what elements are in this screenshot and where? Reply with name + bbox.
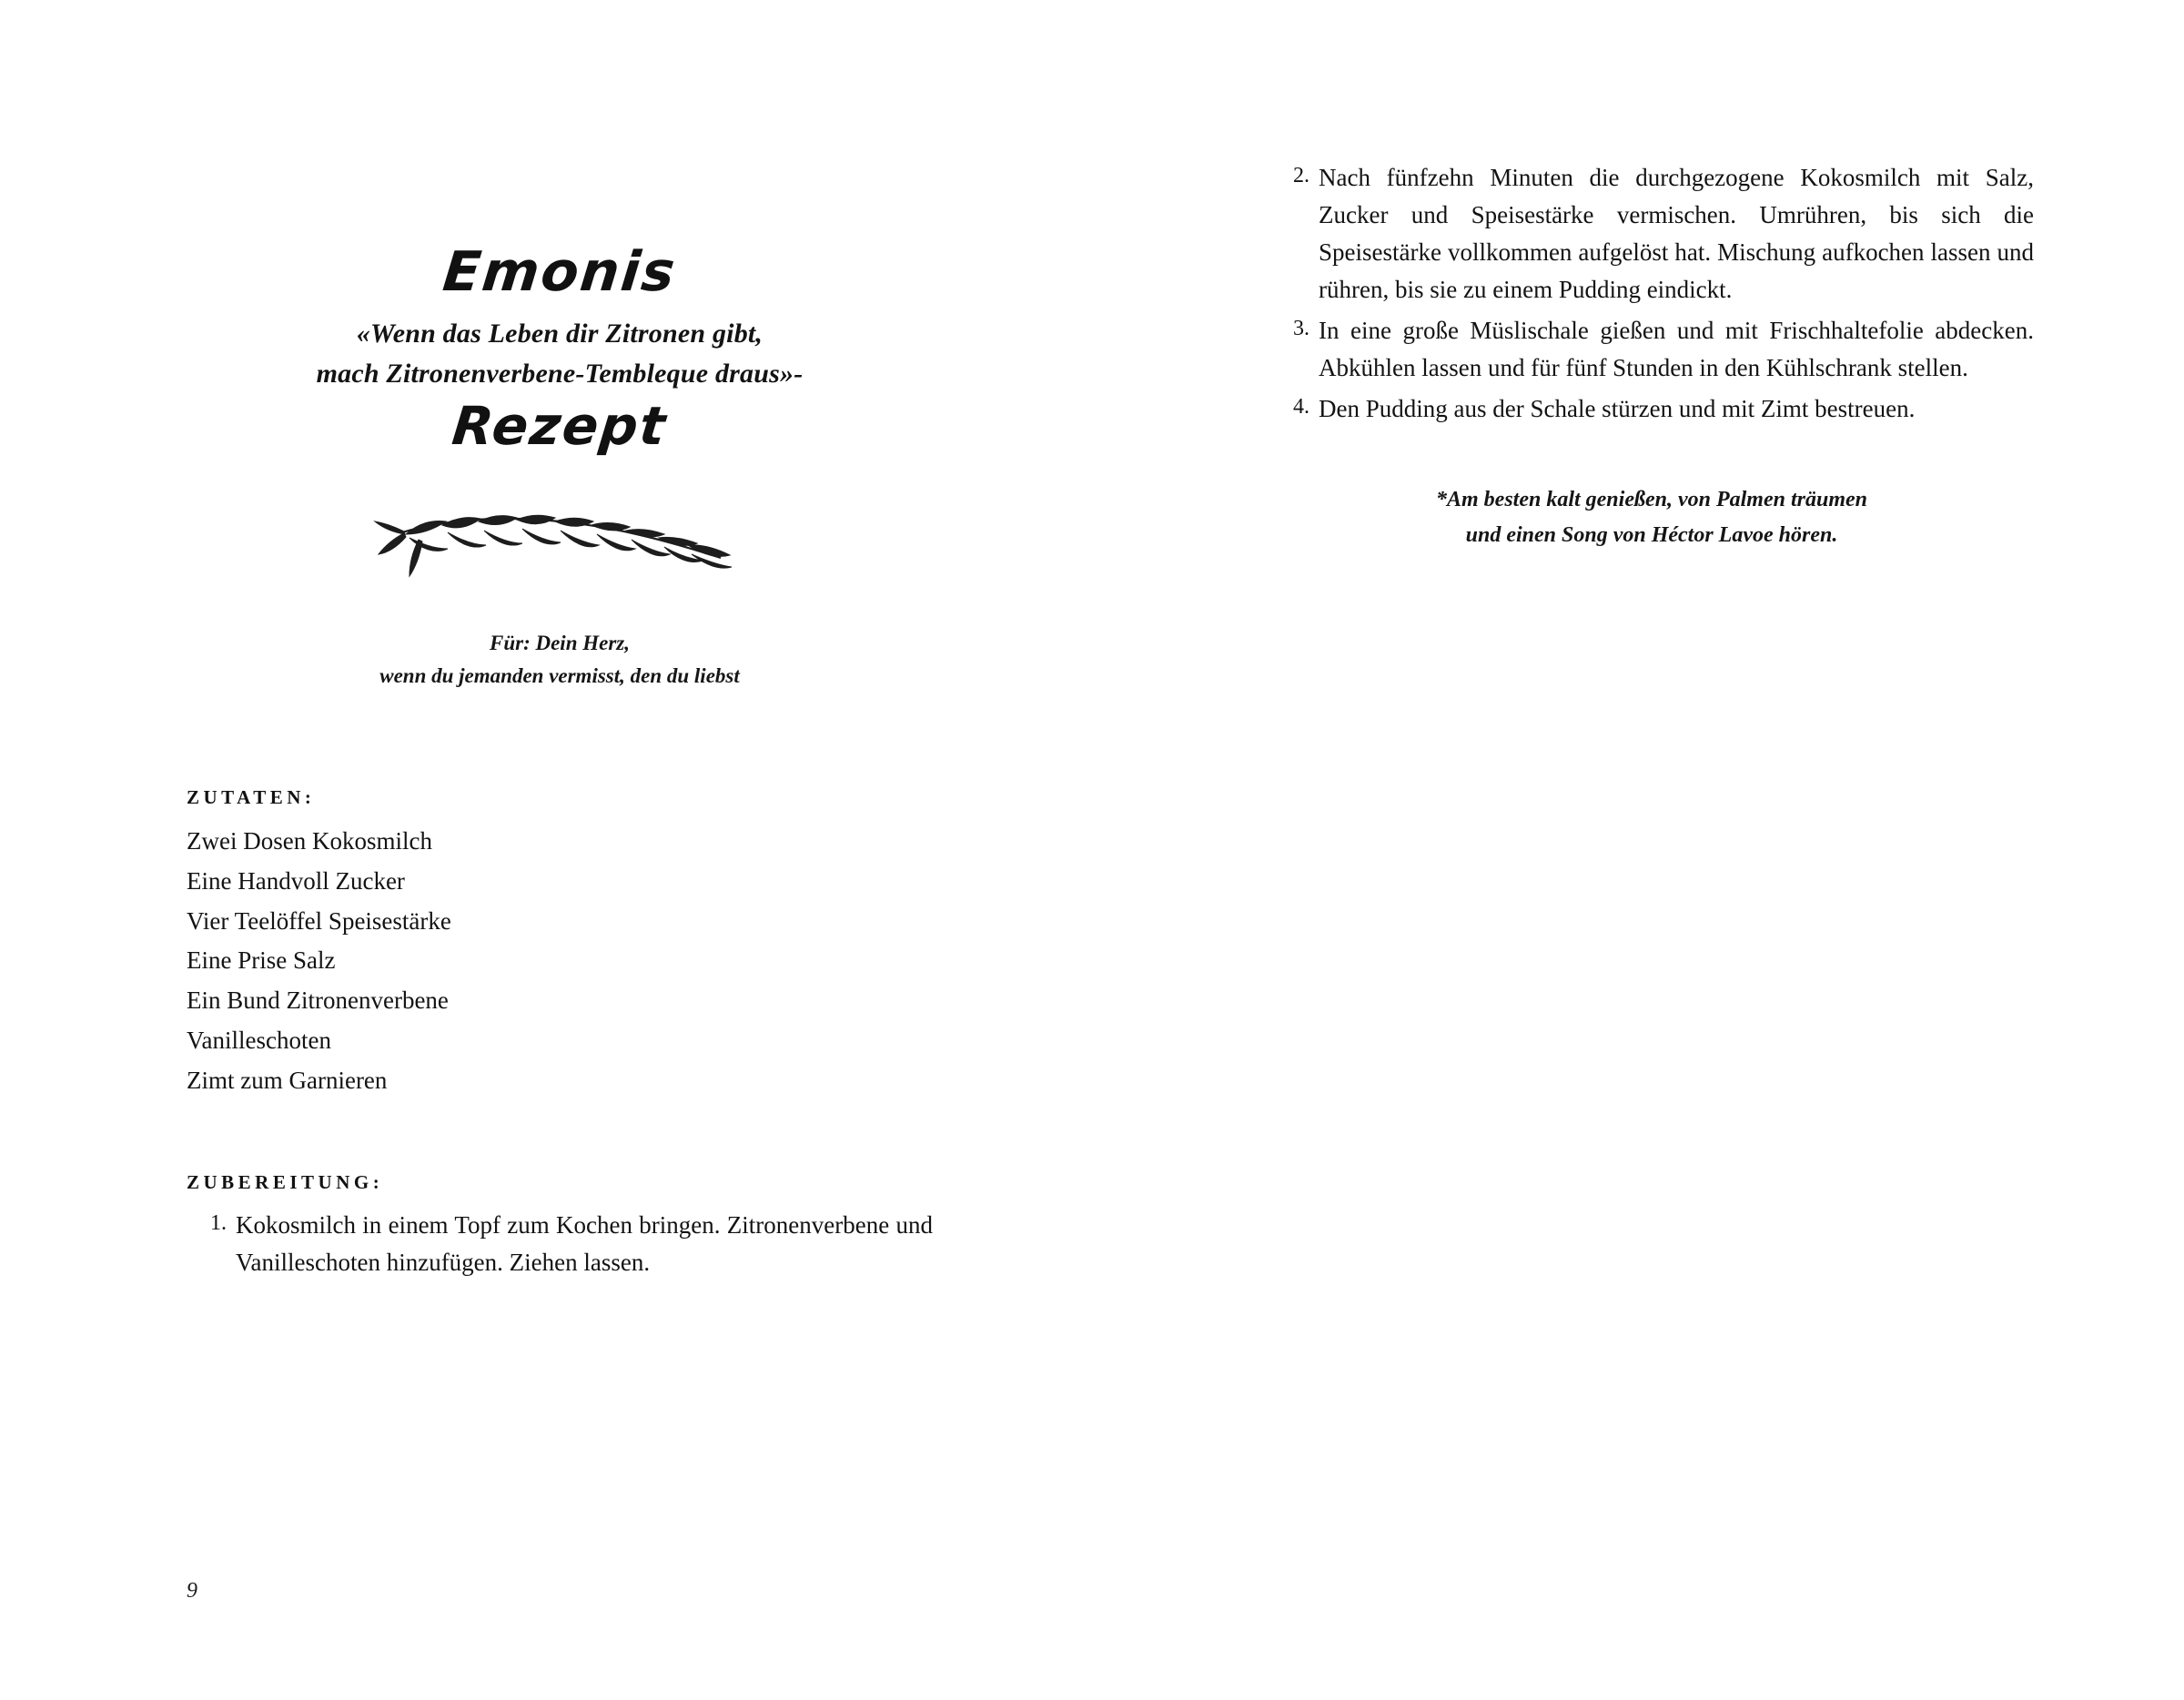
recipe-title-bottom: Rezept: [449, 395, 671, 457]
list-item: Eine Prise Salz: [187, 946, 336, 975]
dedication-line-1: Für: Dein Herz,: [490, 631, 630, 654]
footnote: [1269, 482, 2034, 552]
step-number: 1.: [210, 1211, 227, 1236]
dedication-line-2: wenn du jemanden vermisst, den du liebst: [379, 663, 740, 687]
step-text: Den Pudding aus der Schale stürzen und mit Zimt bestreuen.: [1319, 395, 1916, 423]
list-item: [1269, 159, 2034, 309]
list-item: Zimt zum Garnieren: [187, 1066, 388, 1094]
footnote-line-1: *Am besten kalt genießen, von Palmen träumen: [1435, 488, 1867, 512]
list-item: Eine Handvoll Zucker: [187, 866, 405, 895]
recipe-quote: [187, 314, 933, 393]
lavender-sprig-icon: [364, 480, 755, 589]
preparation-steps-right: [1269, 159, 2034, 428]
step-text: Kokosmilch in einem Topf zum Kochen bringen. Zitronenverbene und Vanilleschoten hinzufügen. Ziehen lassen.: [236, 1211, 933, 1277]
recipe-title-top: Emonis: [440, 240, 680, 304]
step-text: Nach fünfzehn Minuten die durchgezogene Kokosmilch mit Salz, Zucker und Speisestärke vermischen. Umrühren, bis sich die Speisestärke vollkommen aufgelöst hat. Mischung aufkochen lassen und rühren, bis sie zu einem Pudding eindickt.: [1319, 164, 2034, 304]
list-item: [1269, 312, 2034, 387]
step-text: In eine große Müslischale gießen und mit Frischhaltefolie abdecken. Abkühlen lassen und für fünf Stunden in den Kühlschrank stellen.: [1319, 317, 2034, 382]
preparation-steps-left: [187, 1207, 933, 1281]
step-number: 2.: [1293, 164, 1309, 187]
preparation-heading: ZUBEREITUNG:: [187, 1171, 384, 1194]
footnote-line-2: und einen Song von Héctor Lavoe hören.: [1465, 522, 1838, 547]
list-item: Ein Bund Zitronenverbene: [187, 987, 449, 1015]
recipe-title-block: [187, 240, 933, 457]
page-number: 9: [187, 1579, 197, 1603]
step-number: 3.: [1293, 317, 1309, 341]
dedication-block: [187, 627, 933, 692]
quote-line-2: mach Zitronenverbene-Tembleque draus»-: [316, 358, 804, 389]
list-item: Zwei Dosen Kokosmilch: [187, 827, 432, 855]
list-item: Vier Teelöffel Speisestärke: [187, 906, 451, 935]
step-number: 4.: [1293, 395, 1309, 420]
list-item: Vanilleschoten: [187, 1026, 331, 1054]
quote-line-1: «Wenn das Leben dir Zitronen gibt,: [356, 319, 763, 349]
ingredients-list: [187, 822, 933, 1100]
right-page: [1092, 0, 2184, 1700]
list-item: [1269, 390, 2034, 428]
list-item: [187, 1207, 933, 1281]
ingredients-heading: ZUTATEN:: [187, 786, 316, 809]
